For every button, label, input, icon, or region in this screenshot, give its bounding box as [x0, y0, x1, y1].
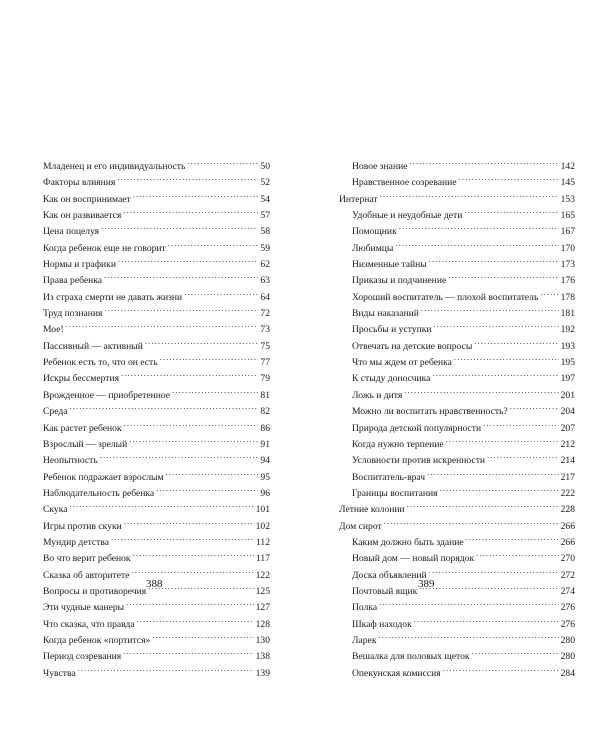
toc-entry-page: 272	[560, 569, 575, 581]
toc-entry-title: Нормы и графики	[43, 259, 116, 271]
toc-entry-title: Неопытность	[43, 455, 98, 467]
toc-entry-page: 173	[560, 259, 575, 271]
toc-entry-title: Труд познания	[43, 308, 103, 320]
toc-entry-page: 192	[560, 324, 575, 336]
toc-entry-page: 57	[260, 210, 270, 222]
dot-leader	[440, 480, 559, 496]
toc-entry-title: Границы воспитания	[352, 487, 438, 499]
toc-entry-page: 167	[560, 226, 575, 238]
dot-leader	[70, 496, 254, 512]
dot-leader	[429, 251, 559, 267]
dot-leader	[454, 349, 559, 365]
dot-leader	[78, 660, 254, 676]
toc-entry-title: Природа детской популярности	[352, 422, 482, 434]
toc-entry-title: Полка	[352, 602, 378, 614]
dot-leader	[540, 284, 558, 300]
toc-entry-page: 86	[260, 422, 270, 434]
toc-entry-page: 81	[260, 389, 270, 401]
toc-entry-page: 193	[560, 340, 575, 352]
toc-entry-title: Игры против скуки	[43, 520, 122, 532]
toc-entry-page: 145	[560, 177, 575, 189]
dot-leader	[168, 235, 259, 251]
toc-entry-page: 63	[260, 275, 270, 287]
dot-leader	[510, 398, 559, 414]
dot-leader	[472, 643, 559, 659]
toc-entry-page: 64	[260, 291, 270, 303]
toc-entry-page: 195	[560, 357, 575, 369]
toc-entry-page: 62	[260, 259, 270, 271]
toc-entry-page: 82	[260, 406, 270, 418]
toc-entry-page: 101	[255, 504, 270, 516]
dot-leader	[483, 415, 558, 431]
dot-leader	[448, 267, 558, 283]
dot-leader	[184, 284, 258, 300]
toc-entry-page: 102	[255, 520, 270, 532]
dot-leader	[419, 578, 558, 594]
page-number-right: 389	[418, 578, 435, 590]
toc-entry-page: 270	[560, 553, 575, 565]
toc-entry-title: Среда	[43, 406, 68, 418]
toc-entry-page: 228	[560, 504, 575, 516]
toc-entry-page: 94	[260, 455, 270, 467]
toc-entry-page: 280	[560, 634, 575, 646]
toc-entry-page: 58	[260, 226, 270, 238]
toc-list-left	[43, 153, 270, 679]
toc-entry-title: Условности против искренности	[352, 455, 486, 467]
toc-entry-title: Приказы и подчинение	[352, 275, 447, 287]
toc-entry-page: 75	[260, 340, 270, 352]
dot-leader	[101, 218, 258, 234]
dot-leader	[160, 349, 259, 365]
dot-leader	[172, 382, 258, 398]
toc-entry-title: К стыду доносчика	[352, 373, 431, 385]
toc-entry-title: Ложь и дитя	[352, 389, 403, 401]
toc-entry-title: Что сказка, что правда	[43, 618, 135, 630]
toc-entry	[43, 496, 270, 516]
toc-entry-title: Искры бессмертия	[43, 373, 119, 385]
dot-leader	[379, 594, 558, 610]
dot-leader	[409, 153, 558, 169]
toc-entry-page: 112	[255, 536, 270, 548]
toc-entry-page: 122	[255, 569, 270, 581]
dot-leader	[131, 562, 253, 578]
dot-leader	[459, 169, 559, 185]
toc-entry-title: Эти чудные манеры	[43, 602, 125, 614]
dot-leader	[137, 611, 254, 627]
dot-leader	[111, 529, 254, 545]
toc-entry-title: Воспитатель-врач	[352, 471, 426, 483]
dot-leader	[429, 562, 559, 578]
toc-entry-title: Низменные тайны	[352, 259, 427, 271]
toc-entry-page: 276	[560, 602, 575, 614]
toc-entry-title: Интернат	[339, 193, 378, 205]
toc-entry-page: 178	[560, 291, 575, 303]
dot-leader	[464, 202, 558, 218]
toc-entry-title: Помощник	[352, 226, 397, 238]
toc-entry-title: Летние колонии	[339, 504, 405, 516]
toc-entry-title: Как он воспринимает	[43, 193, 131, 205]
toc-entry	[43, 513, 270, 532]
toc-entry-page: 274	[560, 585, 575, 597]
dot-leader	[123, 202, 258, 218]
toc-entry-title: Из страха смерти не давать жизни	[43, 291, 183, 303]
toc-entry-title: Дом сирот	[339, 520, 382, 532]
toc-entry-title: Наблюдательность ребенка	[43, 487, 155, 499]
toc-entry	[43, 660, 270, 679]
toc-entry-title: Можно ли воспитать нравственность?	[352, 406, 508, 418]
toc-entry	[43, 153, 270, 172]
toc-entry-title: Факторы влияния	[43, 177, 116, 189]
toc-entry-page: 170	[560, 242, 575, 254]
dot-leader	[123, 643, 253, 659]
toc-entry-page: 52	[260, 177, 270, 189]
toc-entry-title: Вешалка для половых щеток	[352, 651, 470, 663]
toc-entry	[339, 153, 575, 172]
dot-leader	[404, 382, 558, 398]
toc-entry-title: Новый дом — новый порядок	[352, 553, 475, 565]
dot-leader	[104, 300, 258, 316]
dot-leader	[399, 218, 559, 234]
toc-entry-page: 54	[260, 193, 270, 205]
toc-entry-title: Виды наказаний	[352, 308, 419, 320]
toc-entry-page: 72	[260, 308, 270, 320]
toc-entry-title: Любимцы	[352, 242, 394, 254]
toc-entry-page: 73	[260, 324, 270, 336]
toc-entry-title: Как он развивается	[43, 210, 122, 222]
toc-entry	[43, 398, 270, 418]
toc-entry	[43, 333, 270, 352]
toc-entry-title: Вопросы и противоречия	[43, 585, 147, 597]
toc-entry-page: 96	[260, 487, 270, 499]
dot-leader	[414, 611, 559, 627]
toc-entry-page: 165	[560, 210, 575, 222]
toc-entry-title: Новое знание	[352, 161, 408, 172]
toc-entry-title: Отвечать на детские вопросы	[352, 340, 473, 352]
toc-entry-page: 222	[560, 487, 575, 499]
toc-entry-title: Ребенок есть то, что он есть	[43, 357, 158, 369]
dot-leader	[121, 365, 258, 381]
toc-entry-title: Взрослый — зрелый	[43, 438, 128, 450]
toc-entry-title: Что мы ждем от ребенка	[352, 357, 452, 369]
toc-entry-title: Права ребенка	[43, 275, 103, 287]
toc-entry-page: 217	[560, 471, 575, 483]
toc-entry-title: Мое!	[43, 324, 64, 336]
toc-entry-page: 212	[560, 438, 575, 450]
dot-leader	[133, 186, 259, 202]
toc-entry-page: 201	[560, 389, 575, 401]
dot-leader	[66, 316, 259, 332]
dot-leader	[133, 545, 254, 561]
page-number-left: 388	[146, 578, 163, 590]
dot-leader	[380, 186, 559, 202]
toc-entry-page: 280	[560, 651, 575, 663]
toc-entry-page: 91	[260, 438, 270, 450]
toc-entry-page: 276	[560, 618, 575, 630]
toc-entry-page: 95	[260, 471, 270, 483]
toc-entry-title: Каким должно быть здание	[352, 536, 464, 548]
dot-leader	[466, 529, 559, 545]
toc-entry-page: 142	[560, 161, 575, 172]
dot-leader	[476, 545, 558, 561]
dot-leader	[395, 235, 558, 251]
toc-entry-title: Как растет ребенок	[43, 422, 122, 434]
toc-entry-title: Когда нужно терпение	[352, 438, 444, 450]
dot-leader	[427, 464, 558, 480]
toc-entry-title: Доска объявлений	[352, 569, 427, 581]
dot-leader	[118, 251, 258, 267]
dot-leader	[421, 300, 559, 316]
dot-leader	[378, 627, 558, 643]
toc-entry-page: 266	[560, 536, 575, 548]
dot-leader	[124, 513, 254, 529]
dot-leader	[117, 169, 258, 185]
dot-leader	[100, 447, 259, 463]
toc-entry-title: Когда ребенок «портится»	[43, 634, 151, 646]
toc-entry-page: 284	[560, 667, 575, 679]
toc-entry-page: 128	[255, 618, 270, 630]
toc-entry-title: Младенец и его индивидуальность	[43, 161, 186, 172]
right-page	[339, 153, 575, 679]
dot-leader	[407, 496, 559, 512]
toc-entry-title: Нравственное созревание	[352, 177, 457, 189]
dot-leader	[129, 431, 258, 447]
dot-leader	[474, 333, 558, 349]
toc-entry-page: 204	[560, 406, 575, 418]
toc-entry-title: Цена поцелуя	[43, 226, 100, 238]
dot-leader	[187, 153, 258, 169]
dot-leader	[104, 267, 258, 283]
dot-leader	[446, 431, 559, 447]
dot-leader	[69, 398, 258, 414]
toc-list-right	[339, 153, 575, 679]
toc-entry-page: 127	[255, 602, 270, 614]
toc-entry-page: 197	[560, 373, 575, 385]
toc-entry-title: Удобные и неудобные дети	[352, 210, 463, 222]
toc-entry-title: Пассивный — активный	[43, 340, 143, 352]
toc-entry-page: 59	[260, 242, 270, 254]
toc-entry-title: Во что верит ребенок	[43, 553, 131, 565]
toc-entry-page: 130	[255, 634, 270, 646]
dot-leader	[434, 316, 559, 332]
dot-leader	[156, 480, 258, 496]
toc-entry-title: Мундир детства	[43, 536, 109, 548]
dot-leader	[432, 365, 558, 381]
toc-entry-page: 138	[255, 651, 270, 663]
toc-entry-page: 50	[260, 161, 270, 172]
dot-leader	[384, 513, 559, 529]
toc-entry-title: Почтовый ящик	[352, 585, 418, 597]
toc-entry-title: Ребенок подражает взрослым	[43, 471, 164, 483]
toc-entry-page: 117	[255, 553, 270, 565]
dot-leader	[152, 627, 253, 643]
toc-entry-page: 266	[560, 520, 575, 532]
toc-entry-title: Врожденное — приобретенное	[43, 389, 171, 401]
toc-entry	[43, 415, 270, 434]
toc-entry-page: 207	[560, 422, 575, 434]
toc-entry-page: 139	[255, 667, 270, 679]
toc-entry-title: Когда ребенок еще не говорит	[43, 242, 166, 254]
toc-entry-title: Шкаф находок	[352, 618, 412, 630]
toc-entry-title: Скука	[43, 504, 68, 516]
toc-entry-page: 176	[560, 275, 575, 287]
toc-entry-page: 125	[255, 585, 270, 597]
toc-entry-title: Ларек	[352, 634, 377, 646]
toc-entry-title: Просьбы и уступки	[352, 324, 432, 336]
toc-entry-title: Хороший воспитатель — плохой воспитатель	[352, 291, 539, 303]
toc-entry-title: Сказка об авторитете	[43, 569, 130, 581]
dot-leader	[148, 578, 253, 594]
toc-entry-title: Период созревания	[43, 651, 122, 663]
dot-leader	[487, 447, 559, 463]
left-page	[43, 153, 270, 679]
dot-leader	[126, 594, 254, 610]
toc-entry	[43, 316, 270, 336]
dot-leader	[166, 464, 259, 480]
toc-entry-page: 153	[560, 193, 575, 205]
dot-leader	[443, 660, 559, 676]
toc-entry-page: 214	[560, 455, 575, 467]
dot-leader	[124, 415, 259, 431]
toc-entry-page: 77	[260, 357, 270, 369]
toc-entry-page: 79	[260, 373, 270, 385]
toc-entry-title: Опекунская комиссия	[352, 667, 441, 679]
toc-entry-page: 181	[560, 308, 575, 320]
toc-entry-title: Чувства	[43, 667, 76, 679]
dot-leader	[145, 333, 259, 349]
